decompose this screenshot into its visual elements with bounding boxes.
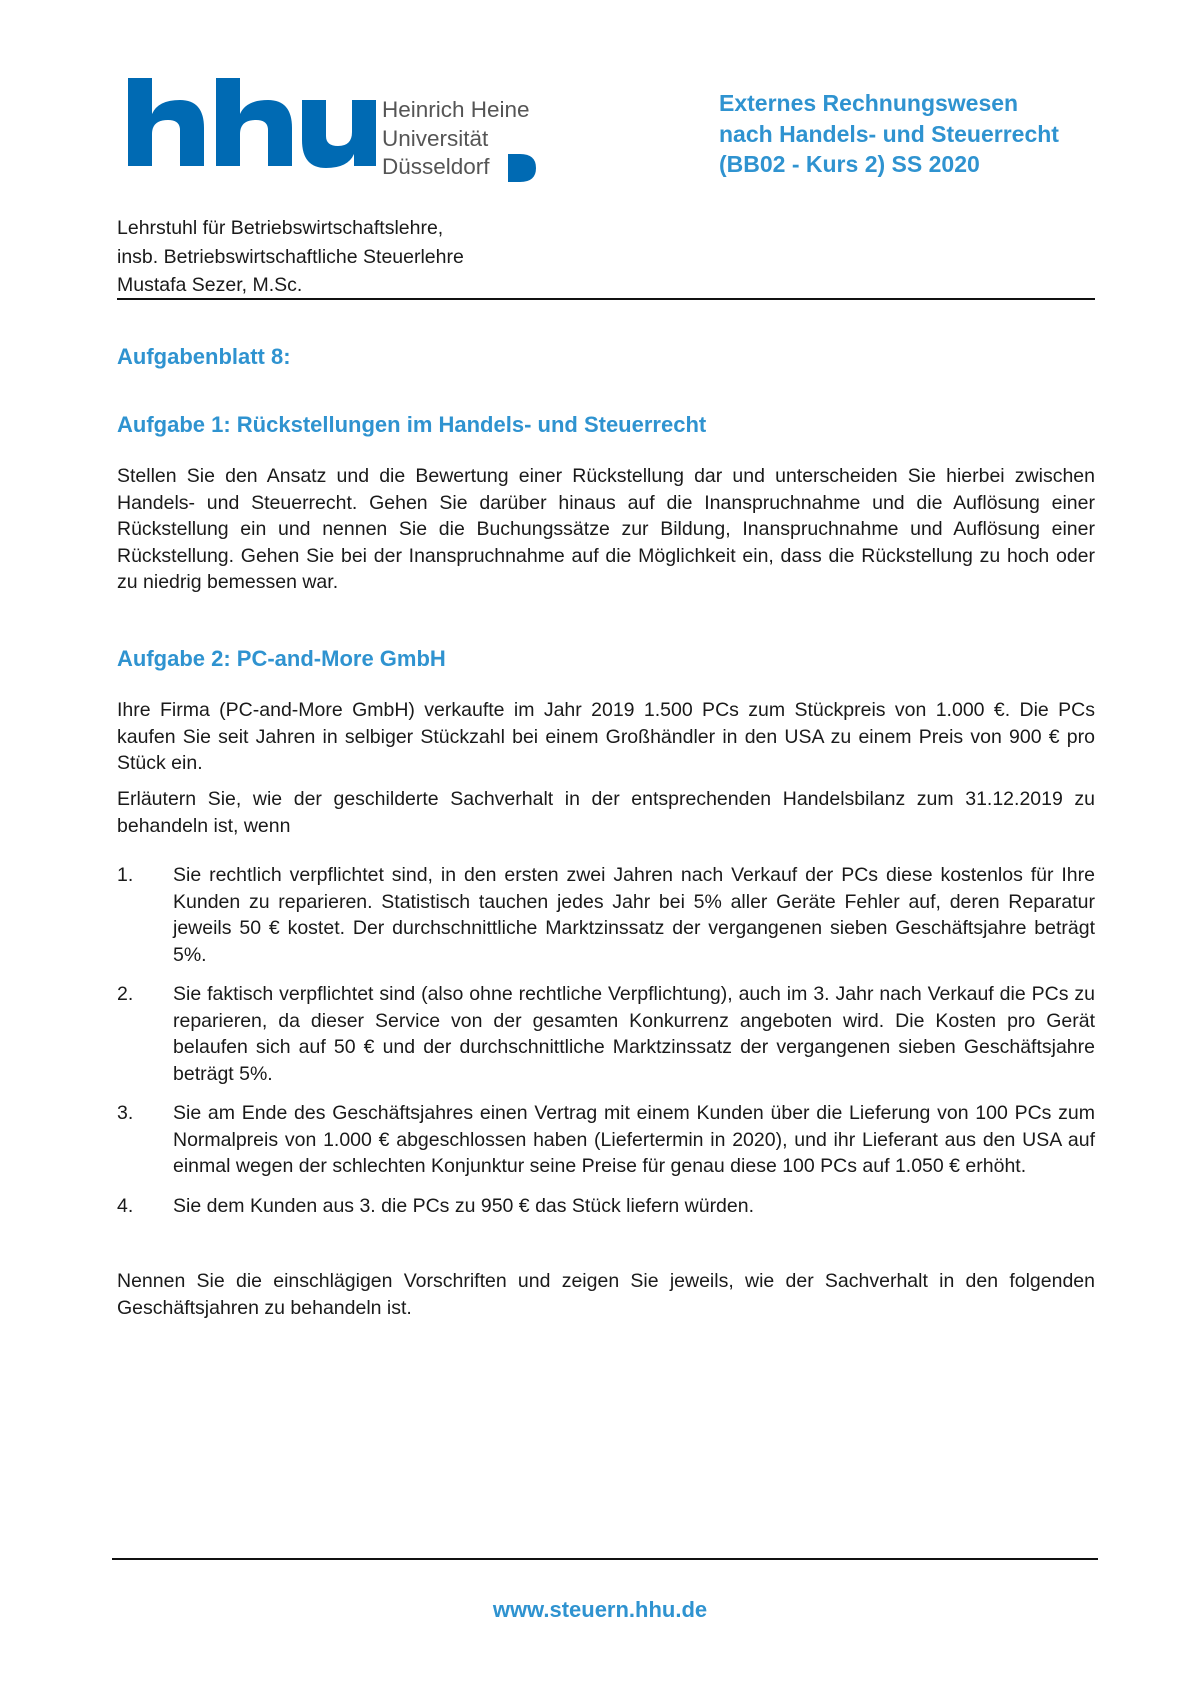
chair-author: Mustafa Sezer, M.Sc. — [117, 274, 303, 296]
header-divider — [117, 298, 1095, 300]
list-item — [117, 981, 1095, 1087]
list-item — [117, 1100, 1095, 1180]
task1-text: Stellen Sie den Ansatz und die Bewertung einer Rückstellung dar und unterscheiden Sie hierbei zwischen Handels- und Steuerrecht. Gehen Sie darüber hinaus auf die Inanspruchnahme und die Auflösung einer Rückstellung ein und nennen Sie die Buchungssätze zur Bildung, Inanspruchnahme und Auflösung einer Rückstellung. Gehen Sie bei der Inanspruchnahme auf die Möglichkeit ein, dass die Rückstellung zu hoch oder zu niedrig bemessen war. — [117, 465, 1095, 593]
list-item-text: Sie am Ende des Geschäftsjahres einen Vertrag mit einem Kunden über die Lieferung von 100 PCs zum Normalpreis von 1.000 € abgeschlossen haben (Liefertermin in 2020), und ihr Lieferant aus den USA auf einmal wegen der schlechten Konjunktur seine Preise für genau diese 100 PCs auf 1.050 € erhöht. — [173, 1102, 1095, 1177]
task2-title: Aufgabe 2: PC-and-More GmbH — [117, 646, 446, 671]
task2-intro: Ihre Firma (PC-and-More GmbH) verkaufte im Jahr 2019 1.500 PCs zum Stückpreis von 1.000 €. Die PCs kaufen Sie seit Jahren in selbiger Stückzahl bei einem Großhändler in den USA zu einem Preis von 900 € pro Stück ein. — [117, 699, 1095, 774]
university-name-line: Universität — [382, 125, 489, 151]
list-item-number: 3. — [117, 1102, 134, 1124]
chair-info — [117, 214, 1095, 300]
list-item-number: 2. — [117, 983, 134, 1005]
list-item-text: Sie faktisch verpflichtet sind (also ohne rechtliche Verpflichtung), auch im 3. Jahr nach Verkauf die PCs zu reparieren, da dieser Service von der gesamten Konkurrenz angeboten wird. Die Kosten pro Gerät belaufen sich auf 50 € und der durchschnittliche Marktzinssatz der vergangenen sieben Geschäftsjahre beträgt 5%. — [173, 983, 1095, 1085]
list-item-number: 1. — [117, 864, 134, 886]
course-title — [719, 88, 1059, 180]
task2-cases-list — [117, 862, 1095, 1232]
university-name — [382, 96, 530, 182]
task2-closing: Nennen Sie die einschlägigen Vorschriften und zeigen Sie jeweils, wie der Sachverhalt in den folgenden Geschäftsjahren zu behandeln ist. — [117, 1270, 1095, 1319]
university-name-line: Heinrich Heine — [382, 97, 530, 122]
footer-website-link[interactable]: www.steuern.hhu.de — [492, 1597, 708, 1622]
footer-divider — [112, 1558, 1098, 1560]
task2-question: Erläutern Sie, wie der geschilderte Sachverhalt in der entsprechenden Handelsbilanz zum 31.12.2019 zu behandeln ist, wenn — [117, 788, 1095, 837]
list-item — [117, 862, 1095, 968]
course-title-line: (BB02 - Kurs 2) SS 2020 — [719, 151, 980, 177]
list-item-number: 4. — [117, 1194, 134, 1217]
university-name-line: Düsseldorf — [382, 154, 490, 179]
sheet-title: Aufgabenblatt 8: — [117, 344, 291, 369]
course-title-line: Externes Rechnungswesen — [719, 90, 1019, 116]
chair-line: Lehrstuhl für Betriebswirtschaftslehre, — [117, 217, 444, 239]
list-item-text: Sie dem Kunden aus 3. die PCs zu 950 € das Stück liefern würden. — [173, 1194, 755, 1217]
task1-title: Aufgabe 1: Rückstellungen im Handels- und Steuerrecht — [117, 412, 707, 437]
hhu-wordmark-icon — [128, 78, 378, 188]
chair-line: insb. Betriebswirtschaftliche Steuerlehre — [117, 245, 464, 268]
list-item — [117, 1193, 1095, 1220]
list-item-text: Sie rechtlich verpflichtet sind, in den ersten zwei Jahren nach Verkauf der PCs diese kostenlos für Ihre Kunden zu reparieren. Statistisch tauchen jedes Jahr bei 5% aller Geräte Fehler auf, deren Reparatur jeweils 50 € kostet. Der durchschnittliche Marktzinssatz der vergangenen sieben Geschäftsjahre beträgt 5%. — [173, 864, 1095, 966]
course-title-line: nach Handels- und Steuerrecht — [719, 120, 1059, 147]
